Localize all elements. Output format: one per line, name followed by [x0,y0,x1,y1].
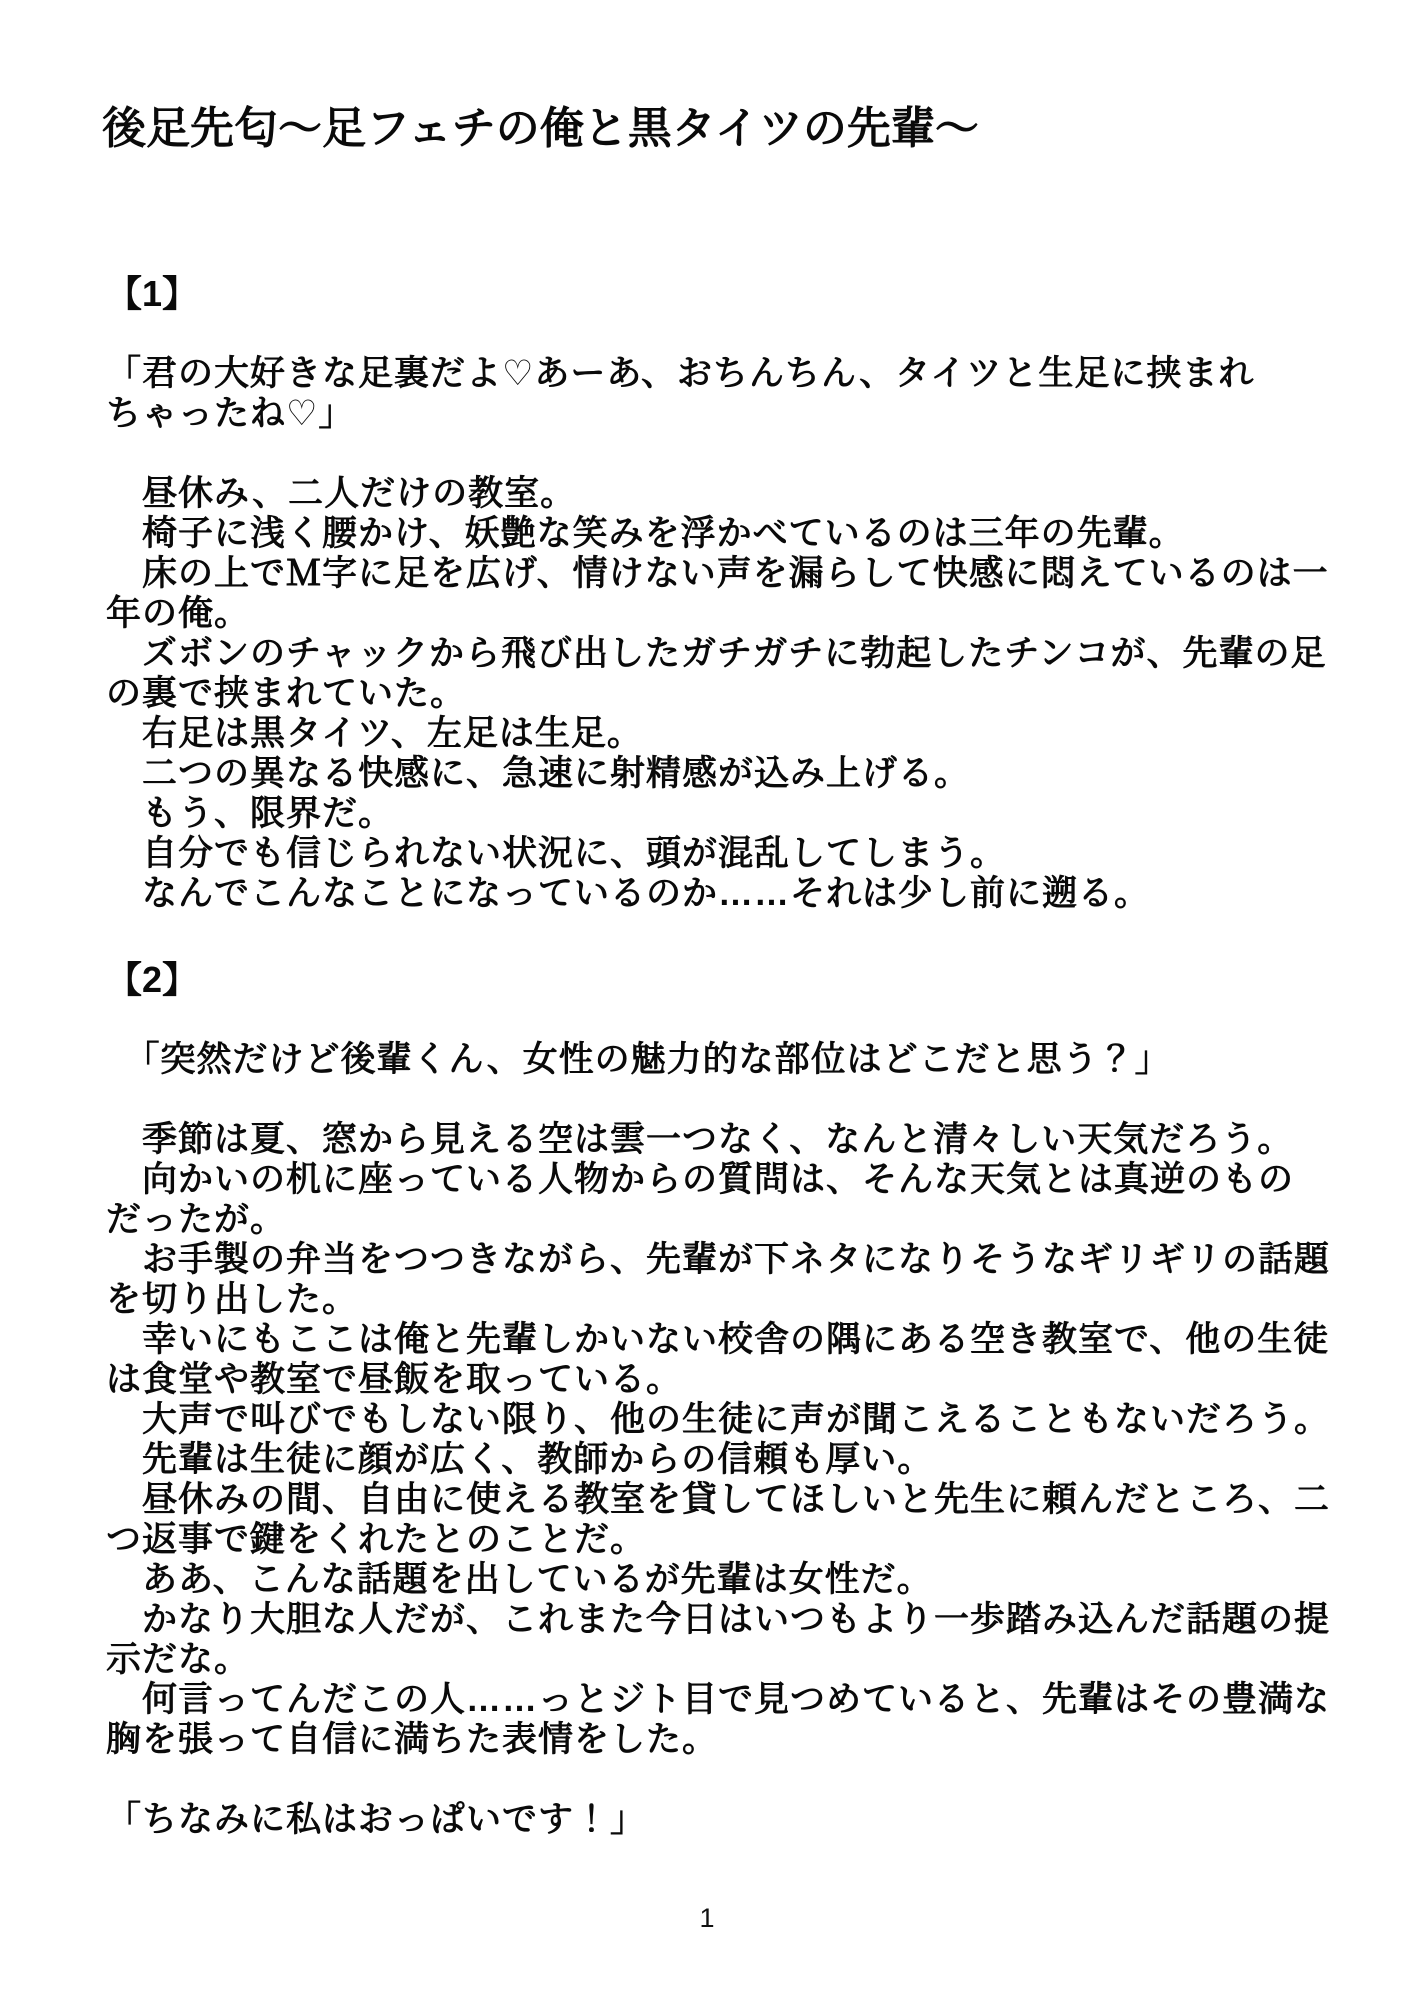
text-line: ちゃったね♡」 [106,394,355,433]
text-line: 示だな。 [106,1640,251,1679]
text-line: 自分でも信じられない状況に、頭が混乱してしまう。 [106,834,1007,873]
text-line: 季節は夏、窓から見える空は雲一つなく、なんと清々しい天気だろう。 [106,1120,1294,1159]
blank-line [106,1080,1318,1120]
text-line: 年の俺。 [106,594,251,633]
blank-line [106,1000,1318,1040]
page-title: 後足先匂～足フェチの俺と黒タイツの先輩～ [102,104,979,153]
text-line: 幸いにもここは俺と先輩しかいない校舎の隅にある空き教室で、他の生徒 [106,1320,1330,1359]
text-line: 「突然だけど後輩くん、女性の魅力的な部位はどこだと思う？」 [106,1040,1171,1079]
text-line: 「君の大好きな足裏だよ♡あーあ、おちんちん、タイツと生足に挟まれ [106,354,1255,393]
text-line: ズボンのチャックから飛び出したガチガチに勃起したチンコが、先輩の足 [106,634,1327,673]
text-line: 大声で叫びでもしない限り、他の生徒に声が聞こえることもないだろう。 [106,1400,1331,1439]
section-2 [106,959,1331,1840]
text-line: 椅子に浅く腰かけ、妖艶な笑みを浮かべているのは三年の先輩。 [106,514,1185,553]
text-line: 胸を張って自信に満ちた表情をした。 [106,1720,719,1759]
text-line: 先輩は生徒に顔が広く、教師からの信頼も厚い。 [106,1440,934,1479]
text-line: 二つの異なる快感に、急速に射精感が込み上げる。 [106,754,971,793]
text-line: 右足は黒タイツ、左足は生足。 [106,714,643,753]
blank-line [106,314,1318,354]
section-1 [106,273,1329,914]
text-line: つ返事で鍵をくれたとのことだ。 [106,1520,647,1559]
text-line: お手製の弁当をつつきながら、先輩が下ネタになりそうなギリギリの話題 [106,1240,1331,1279]
blank-line [106,434,1318,474]
text-line: だったが。 [106,1200,287,1239]
section-heading: 【2】 [106,959,199,1000]
document-body [0,274,1414,1840]
blank-line [106,1760,1318,1800]
section-heading: 【1】 [106,273,199,314]
page-number: 1 [699,1903,715,1933]
text-line: は食堂や教室で昼飯を取っている。 [106,1360,683,1399]
text-line: かなり大胆な人だが、これまた今日はいつもより一歩踏み込んだ話題の提 [106,1600,1331,1639]
text-line: の裏で挟まれていた。 [106,674,467,713]
text-line: ああ、こんな話題を出しているが先輩は女性だ。 [106,1560,933,1599]
text-line: 何言ってんだこの人……っとジト目で見つめていると、先輩はその豊満な [106,1680,1331,1719]
text-line: 昼休み、二人だけの教室。 [106,474,577,513]
text-line: もう、限界だ。 [106,794,395,833]
text-line: 昼休みの間、自由に使える教室を貸してほしいと先生に頼んだところ、二 [106,1480,1331,1519]
text-line: 向かいの机に座っている人物からの質問は、そんな天気とは真逆のもの [106,1160,1295,1199]
text-line: 床の上でＭ字に足を広げ、情けない声を漏らして快感に悶えているのは一 [106,554,1329,593]
text-line: を切り出した。 [106,1280,359,1319]
text-line: 「ちなみに私はおっぱいです！」 [106,1800,647,1839]
text-line: なんでこんなことになっているのか……それは少し前に遡る。 [106,874,1151,913]
